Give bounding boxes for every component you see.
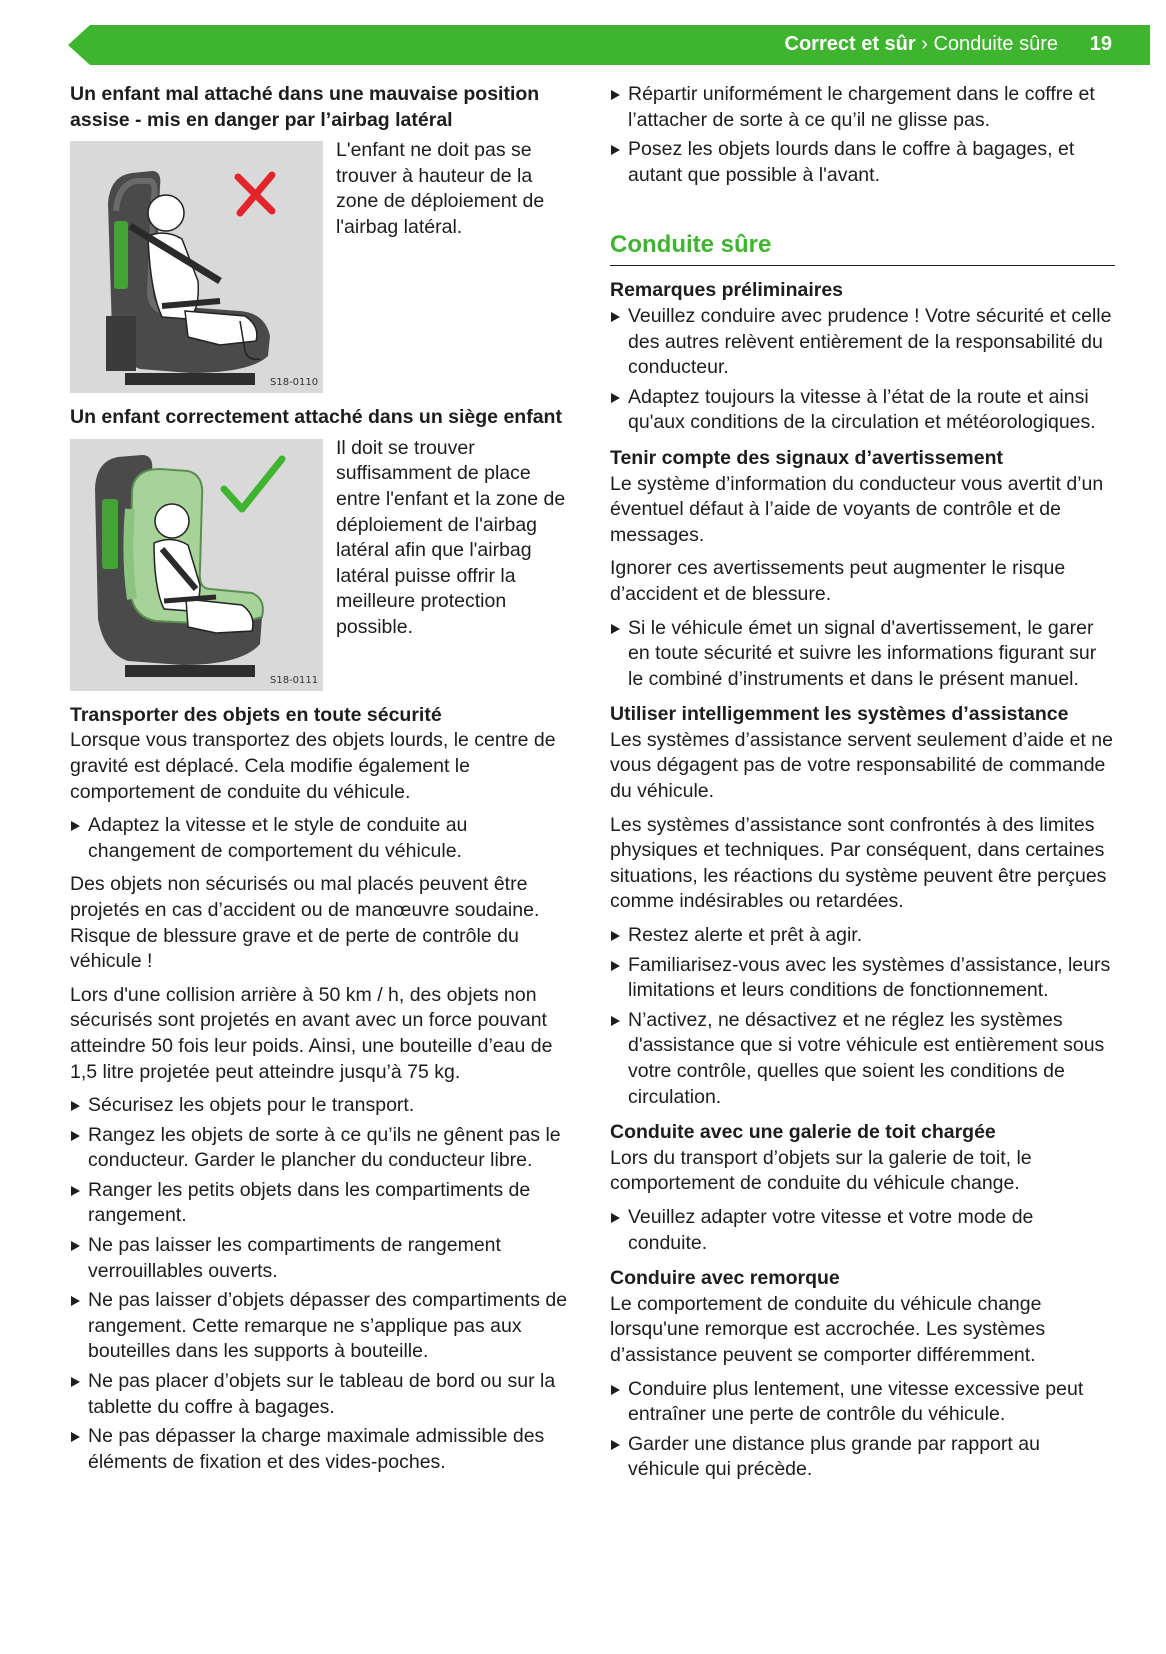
figure-2-image xyxy=(70,439,323,691)
transport-title: Transporter des objets en toute sécurité xyxy=(70,703,442,726)
roof-title: Conduite avec une galerie de toit chargée xyxy=(610,1121,996,1144)
trailer-bullet: Garder une distance plus grande par rapport au véhicule qui précède. xyxy=(610,1432,1115,1483)
figure-2 xyxy=(70,436,572,691)
trailer-title: Conduire avec remorque xyxy=(610,1267,840,1290)
roof-bullet: Veuillez adapter votre vitesse et votre mode de conduite. xyxy=(610,1205,1115,1256)
assist-section xyxy=(610,702,1115,1110)
page-header xyxy=(68,25,1150,65)
warnings-section xyxy=(610,446,1115,692)
trailer-para: Le comportement de conduite du véhicule change lorsqu'une remorque est accrochée. Les systèmes d’assistance peuvent se comporter différemment. xyxy=(610,1292,1046,1366)
figure-1-code: S18-0110 xyxy=(270,377,319,389)
warnings-title: Tenir compte des signaux d’avertissement xyxy=(610,446,1004,469)
transport-intro: Lorsque vous transportez des objets lourds, le centre de gravité est déplacé. Cela modifie également le comportement de conduite du véhicule. xyxy=(70,729,556,803)
section-title: Conduite sûre xyxy=(610,230,1115,266)
assist-title: Utiliser intelligemment les systèmes d’assistance xyxy=(610,703,1069,726)
load-bullet: Posez les objets lourds dans le coffre à bagages, et autant que possible à l'avant. xyxy=(610,137,1115,188)
prelim-bullet: Adaptez toujours la vitesse à l’état de la route et ainsi qu'aux conditions de la circulation et météorologiques. xyxy=(610,385,1115,436)
transport-bullet: Ne pas laisser d’objets dépasser des compartiments de rangement. Cette remarque ne s’applique pas aux bouteilles dans les supports à bouteille. xyxy=(70,1288,572,1365)
header-section-bold: Correct et sûr xyxy=(784,33,916,55)
figure-2-title: Un enfant correctement attaché dans un siège enfant xyxy=(70,406,562,429)
header-section-title xyxy=(785,33,1058,56)
trailer-bullet: Conduire plus lentement, une vitesse excessive peut entraîner une perte de contrôle du véhicule. xyxy=(610,1377,1115,1428)
prelim-title: Remarques préliminaires xyxy=(610,279,844,302)
load-bullet: Répartir uniformément le chargement dans le coffre et l’attacher de sorte à ce qu’il ne glisse pas. xyxy=(610,82,1115,133)
transport-bullet-1: Adaptez la vitesse et le style de conduite au changement de comportement du véhicule. xyxy=(70,813,572,864)
assist-para-2: Les systèmes d’assistance sont confrontés à des limites physiques et techniques. Par conséquent, dans certaines situations, les réactions du système peuvent être perçues comme indésirables ou retardées. xyxy=(610,813,1107,913)
page-number: 19 xyxy=(1089,33,1112,55)
figure-2-code: S18-0111 xyxy=(270,674,319,686)
assist-bullet: Restez alerte et prêt à agir. xyxy=(610,923,1115,949)
left-column xyxy=(70,82,572,1479)
figure-1-image xyxy=(70,141,323,393)
check-icon xyxy=(218,449,288,519)
transport-bullet: Sécurisez les objets pour le transport. xyxy=(70,1093,572,1119)
transport-bullet: Ne pas laisser les compartiments de rangement verrouillables ouverts. xyxy=(70,1233,572,1284)
transport-bullet: Rangez les objets de sorte à ce qu’ils ne gênent pas le conducteur. Garder le plancher du conducteur libre. xyxy=(70,1123,572,1174)
warnings-bullet: Si le véhicule émet un signal d'avertissement, le garer en toute sécurité et suivre les informations figurant sur le combiné d’instruments et dans le présent manuel. xyxy=(610,616,1115,693)
roof-section xyxy=(610,1120,1115,1256)
assist-para-1: Les systèmes d’assistance servent seulement d’aide et ne vous dégagent pas de votre responsabilité de commande du véhicule. xyxy=(610,728,1113,803)
assist-bullet: Familiarisez-vous avec les systèmes d’assistance, leurs limitations et leurs conditions de fonctionnement. xyxy=(610,953,1115,1004)
transport-bullet: Ne pas dépasser la charge maximale admissible des éléments de fixation et des vides-poches. xyxy=(70,1424,572,1475)
figure-1-title: Un enfant mal attaché dans une mauvaise position assise - mis en danger par l’airbag latéral xyxy=(70,83,540,131)
transport-section xyxy=(70,703,572,1476)
header-separator: › xyxy=(921,33,928,55)
cross-icon xyxy=(230,169,280,219)
figure-2-caption: Il doit se trouver suffisamment de place entre l'enfant et la zone de déploiement de l'airbag latéral afin que l'airbag latéral puisse offrir la meilleure protection possible. xyxy=(336,436,566,638)
assist-bullet: N’activez, ne désactivez et ne réglez les systèmes d'assistance que si votre véhicule est entièrement sous votre contrôle, quelles que soient les conditions de circulation. xyxy=(610,1008,1115,1110)
transport-bullet: Ranger les petits objets dans les compartiments de rangement. xyxy=(70,1178,572,1229)
figure-1 xyxy=(70,141,572,393)
prelim-bullet: Veuillez conduire avec prudence ! Votre sécurité et celle des autres relèvent entièrement de la responsabilité du conducteur. xyxy=(610,304,1115,381)
child-seat-wrong-illustration xyxy=(70,141,323,393)
prelim-section xyxy=(610,278,1115,436)
figure-1-caption: L'enfant ne doit pas se trouver à hauteur de la zone de déploiement de l'airbag latéral. xyxy=(336,139,545,238)
transport-para-2: Des objets non sécurisés ou mal placés peuvent être projetés en cas d’accident ou de manœuvre soudaine. Risque de blessure grave et de perte de contrôle du véhicule ! xyxy=(70,873,540,973)
roof-para: Lors du transport d’objets sur la galerie de toit, le comportement de conduite du véhicule change. xyxy=(610,1146,1032,1195)
warnings-para-1: Le système d’information du conducteur vous avertit d’un éventuel défaut à l’aide de voyants de contrôle et de messages. xyxy=(610,472,1104,546)
transport-para-3: Lors d'une collision arrière à 50 km / h, des objets non sécurisés sont projetés en avant avec un force pouvant atteindre 50 fois leur poids. Ainsi, une bouteille d’eau de 1,5 litre projetée peut atteindre jusqu’à 75 kg. xyxy=(70,983,553,1083)
right-column xyxy=(610,82,1115,1493)
transport-bullet: Ne pas placer d’objets sur le tableau de bord ou sur la tablette du coffre à bagages. xyxy=(70,1369,572,1420)
header-section: Conduite sûre xyxy=(933,33,1058,55)
trailer-section xyxy=(610,1266,1115,1483)
warnings-para-2: Ignorer ces avertissements peut augmenter le risque d’accident et de blessure. xyxy=(610,557,1066,605)
